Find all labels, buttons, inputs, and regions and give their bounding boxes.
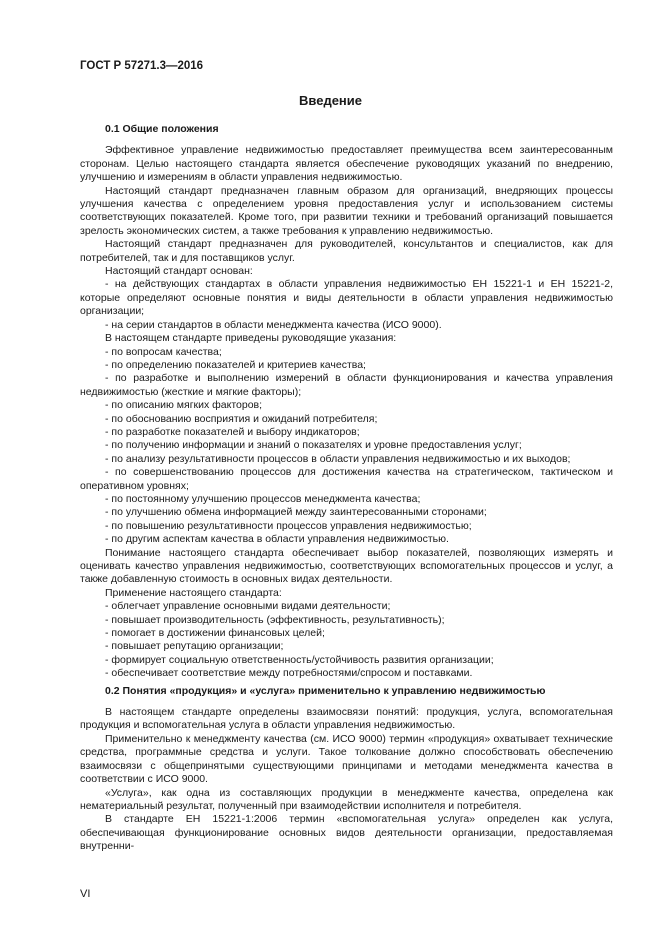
section-2-body: [80, 706, 613, 853]
paragraph: Настоящий стандарт основан:: [105, 265, 253, 278]
list-item: - по разработке и выполнению измерений в области функционирования и качества управления недвижимостью (жесткие и мягкие факторы);: [80, 372, 613, 398]
paragraph: В настоящем стандарте приведены руководящие указания:: [105, 332, 397, 345]
section-heading-1: 0.1 Общие положения: [105, 123, 219, 135]
document-header: ГОСТ Р 57271.3—2016: [80, 60, 204, 72]
list-item: - обеспечивает соответствие между потребностями/спросом и поставками.: [105, 667, 473, 680]
list-item: - по получению информации и знаний о показателях и уровне предоставления услуг;: [105, 439, 522, 452]
list-item: - помогает в достижении финансовых целей;: [105, 627, 325, 640]
list-item: - по разработке показателей и выбору индикаторов;: [105, 425, 360, 438]
section-heading-2: 0.2 Понятия «продукция» и «услуга» применительно к управлению недвижимостью: [105, 684, 546, 697]
list-item: - по улучшению обмена информацией между заинтересованными сторонами;: [105, 506, 487, 519]
paragraph: Применение настоящего стандарта:: [105, 586, 282, 599]
paragraph: «Услуга», как одна из составляющих продукции в менеджменте качества, определена как нематериальный результат, полученный при взаимодействии исполнителя и потребителя.: [80, 786, 613, 812]
list-item: - повышает репутацию организации;: [105, 640, 284, 653]
paragraph: Настоящий стандарт предназначен для руководителей, консультантов и специалистов, как для потребителей, так и для поставщиков услуг.: [80, 238, 613, 264]
section-1-body: [80, 144, 613, 680]
list-item: - по определению показателей и критериев качества;: [105, 358, 366, 371]
list-item: - на действующих стандартах в области управления недвижимостью ЕН 15221-1 и ЕН 15221-2, которые определяют основные понятия и виды деятельности в области управления недвижимостью организации;: [80, 278, 613, 318]
list-item: - на серии стандартов в области менеджмента качества (ИСО 9000).: [105, 318, 442, 331]
document-body: [80, 123, 613, 854]
paragraph: В настоящем стандарте определены взаимосвязи понятий: продукция, услуга, вспомогательная продукция и вспомогательная услуга в области управления недвижимостью.: [80, 706, 613, 732]
paragraph: Настоящий стандарт предназначен главным образом для организаций, внедряющих процессы улучшения качества с определением уровня предоставления услуг и использованием системы соответствующих показателей. Кроме того, при развитии техники и требований организаций повышается зрелость экономических систем, а также требования к управлению недвижимостью.: [80, 184, 613, 237]
list-item: - по обоснованию восприятия и ожиданий потребителя;: [105, 412, 378, 425]
list-item: - по повышению результативности процессов управления недвижимостью;: [105, 519, 472, 532]
list-item: - по другим аспектам качества в области управления недвижимостью.: [105, 533, 449, 546]
list-item: - повышает производительность (эффективность, результативность);: [105, 613, 445, 626]
paragraph: Понимание настоящего стандарта обеспечивает выбор показателей, позволяющих измерять и оценивать качество управления недвижимостью, соответствующих вспомогательных процессов и услуг, а также добавленную стоимость в основных видах деятельности.: [80, 546, 613, 586]
list-item: - по описанию мягких факторов;: [105, 399, 263, 412]
paragraph: В стандарте ЕН 15221-1:2006 термин «вспомогательная услуга» определен как услуга, обеспечивающая функционирование основных видов деятельности организации, предоставляемая внутренни-: [80, 813, 613, 853]
list-item: - по постоянному улучшению процессов менеджмента качества;: [105, 492, 421, 505]
paragraph: Эффективное управление недвижимостью предоставляет преимущества всем заинтересованным сторонам. Целью настоящего стандарта является обеспечение руководящих указаний по внедрению, улучшению и измерениям в области управления недвижимостью.: [80, 144, 613, 184]
page-title: Введение: [299, 93, 362, 108]
paragraph: Применительно к менеджменту качества (см. ИСО 9000) термин «продукция» охватывает технические средства, программные средства и услуги. Такое толкование должно способствовать обеспечению взаимосвязи с общепринятыми существующими принципами и методами менеджмента качества в соответствии с ИСО 9000.: [80, 732, 613, 786]
list-item: - по анализу результативности процессов в области управления недвижимостью и их выходов;: [105, 452, 571, 465]
list-item: - по вопросам качества;: [105, 345, 222, 358]
list-item: - формирует социальную ответственность/устойчивость развития организации;: [105, 653, 494, 666]
list-item: - облегчает управление основными видами деятельности;: [105, 600, 391, 613]
list-item: - по совершенствованию процессов для достижения качества на стратегическом, тактическом и оперативном уровнях;: [80, 466, 613, 492]
page-number: VI: [80, 888, 91, 900]
